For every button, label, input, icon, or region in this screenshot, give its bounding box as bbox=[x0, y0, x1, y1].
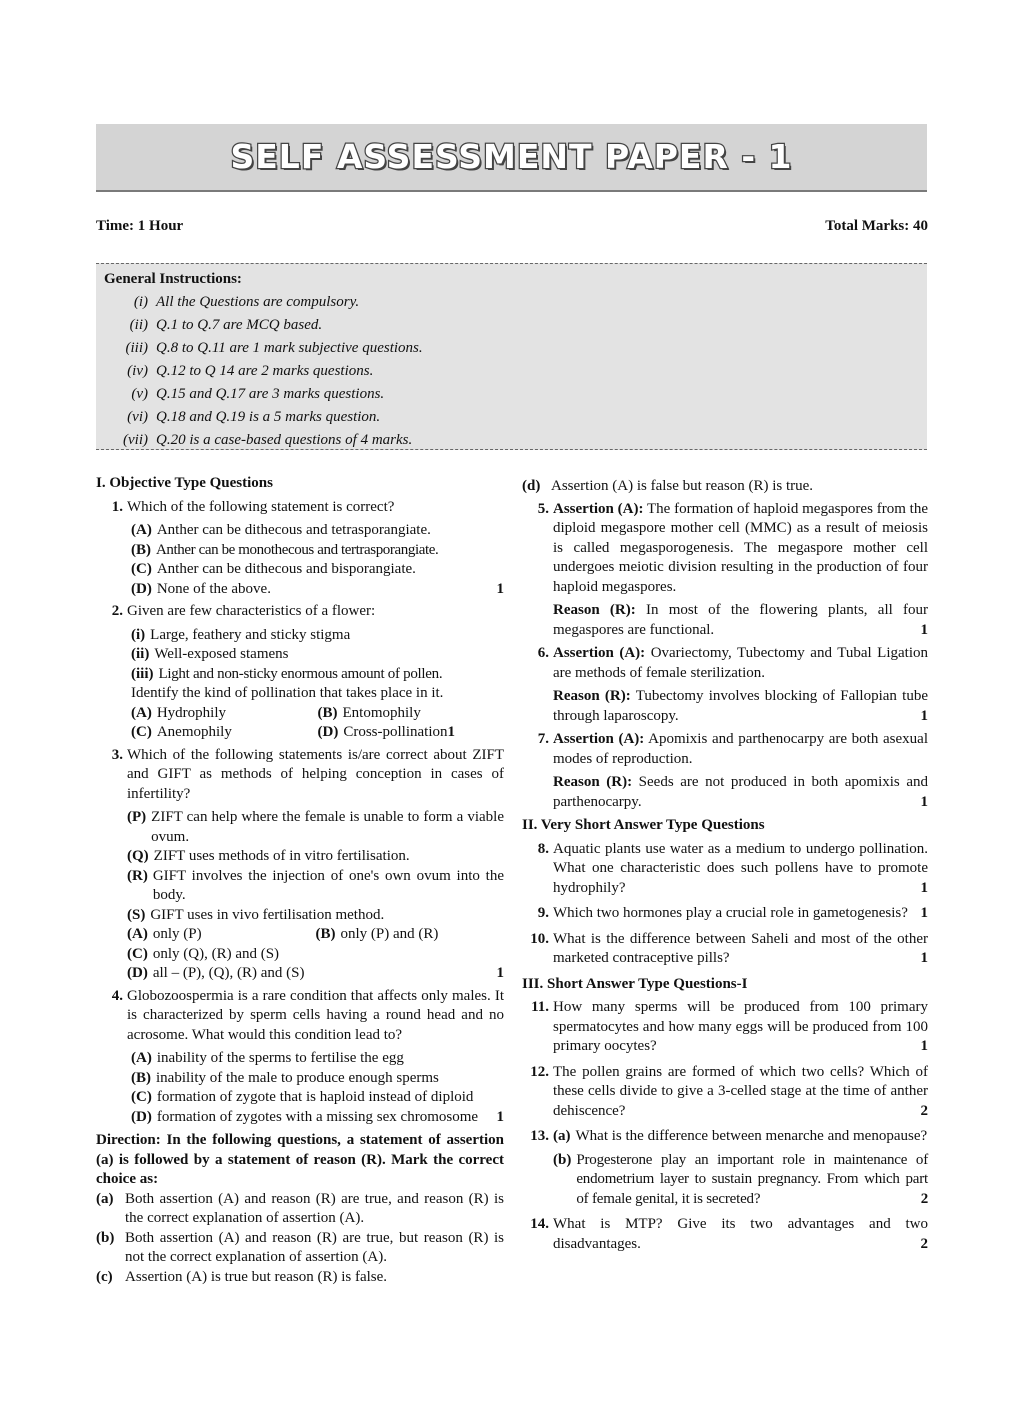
characteristic: (iii) Light and non-sticky enormous amount of pollen. bbox=[131, 665, 443, 682]
time-label: Time: 1 Hour bbox=[96, 218, 184, 234]
question-12: 12. The pollen grains are formed of which two cells? Which of these cells divide to give a 3-celled stage at the time of anther dehiscence? 2 bbox=[522, 1063, 928, 1122]
option: (D) all – (P), (Q), (R) and (S) 1 bbox=[127, 964, 504, 984]
option: (C) Anther can be dithecous and bisporangiate. bbox=[131, 561, 416, 577]
marks: 1 bbox=[447, 724, 455, 740]
direction-text: Direction: In the following questions, a statement of assertion (a) is followed by a statement of reason (R). Mark the correct choice as: bbox=[96, 1132, 504, 1187]
total-marks-label: Total Marks: 40 bbox=[825, 218, 928, 234]
option: (D) formation of zygotes with a missing sex chromosome 1 bbox=[131, 1108, 504, 1128]
direction-choice: (d) Assertion (A) is false but reason (R) is true. bbox=[522, 478, 814, 494]
sub-question: (a) What is the difference between menarche and menopause? bbox=[553, 1128, 928, 1144]
question-10: 10. What is the difference between Saheli and most of the other marketed contraceptive pills? 1 bbox=[522, 930, 928, 969]
question-text: Given are few characteristics of a flower: bbox=[127, 603, 376, 619]
statement: (P) ZIFT can help where the female is unable to form a viable ovum. bbox=[127, 809, 504, 845]
question-5: 5. Assertion (A): The formation of haploid megaspores from the diploid megaspore mother cell (MMC) as a result of meiosis is called megasporogenesis. The megaspore mother cell undergoes meiotic division resulting in the production of four haploid megaspores. Reason (R): In most of the flowering plants, all four megaspores are functional. 1 bbox=[522, 500, 928, 641]
section-heading-objective: I. Objective Type Questions bbox=[96, 475, 273, 491]
marks: 1 bbox=[920, 950, 928, 966]
instruction-item: (vi) Q.18 and Q.19 is a 5 marks question. bbox=[127, 408, 381, 425]
question-1: 1. Which of the following statement is correct? (A) Anther can be dithecous and tetrasporangiate. (B) Anther can be monothecous and tertrasporangiate. (C) Anther can be dithecous and bisporangiate. (D) None of the above. 1 bbox=[96, 498, 504, 600]
question-13: 13. (a) What is the difference between menarche and menopause? (b) Progesterone play an important role in maintenance of endometrium layer to sustain pregnancy. From which part of female genital, it is secreted? 2 bbox=[522, 1127, 928, 1209]
statement: (R) GIFT involves the injection of one's own ovum into the body. bbox=[127, 867, 504, 903]
marks: 1 bbox=[920, 905, 928, 921]
instruction-item: (iv) Q.12 to Q 14 are 2 marks questions. bbox=[127, 362, 374, 379]
option: (C) Anemophily bbox=[131, 724, 232, 740]
general-instructions-box bbox=[96, 263, 927, 450]
question-text: Which of the following statement is correct? bbox=[127, 498, 395, 515]
question-4: 4. Globozoospermia is a rare condition that affects only males. It is characterized by sperm cells having a round head and no acrosome. What would this condition lead to? (A) inability of the sperms to fertilise the egg (B) inability of the male to produce enough sperms (C) formation of zygote that is haploid instead of diploid (D) formation of zygotes with a missing sex chromosome 1 bbox=[96, 987, 504, 1128]
option: (A) Anther can be dithecous and tetrasporangiate. bbox=[131, 522, 431, 538]
identify-text: Identify the kind of pollination that takes place in it. bbox=[131, 685, 444, 701]
option: (A) only (P) bbox=[127, 926, 202, 942]
instruction-item: (vii) Q.20 is a case-based questions of 4 marks. bbox=[123, 431, 413, 448]
characteristic: (ii) Well-exposed stamens bbox=[131, 646, 289, 662]
option: (C) formation of zygote that is haploid instead of diploid bbox=[131, 1089, 474, 1105]
sub-question: (b) Progesterone play an important role in maintenance of endometrium layer to sustain pregnancy. From which part of female genital, it is secreted? 2 bbox=[553, 1151, 928, 1210]
direction-choice: (b) Both assertion (A) and reason (R) are true, but reason (R) is not the correct explanation of assertion (A). bbox=[96, 1229, 504, 1265]
direction-choice: (c) Assertion (A) is true but reason (R) is false. bbox=[96, 1268, 388, 1285]
direction-choice: (a) Both assertion (A) and reason (R) are true, and reason (R) is the correct explanation of assertion (A). bbox=[96, 1190, 504, 1226]
section-heading-very-short: II. Very Short Answer Type Questions bbox=[522, 817, 765, 833]
option: (A) Hydrophily bbox=[131, 704, 226, 721]
title-banner bbox=[96, 124, 927, 192]
marks: 1 bbox=[496, 965, 504, 981]
page-title: SELF ASSESSMENT PAPER - 1 bbox=[230, 137, 793, 177]
marks: 1 bbox=[920, 1038, 928, 1054]
question-text: Which of the following statements is/are correct about ZIFT and GIFT as methods of helping conception in cases of infertility? bbox=[127, 746, 504, 802]
option: (A) inability of the sperms to fertilise the egg bbox=[131, 1050, 404, 1066]
statement: (Q) ZIFT uses methods of in vitro fertilisation. bbox=[127, 848, 410, 864]
marks: 1 bbox=[920, 879, 928, 896]
left-column bbox=[96, 474, 504, 1287]
marks: 1 bbox=[496, 580, 504, 597]
option: (D) None of the above. 1 bbox=[131, 580, 504, 600]
marks: 2 bbox=[920, 1235, 928, 1252]
right-column bbox=[522, 474, 928, 1254]
instruction-item: (ii) Q.1 to Q.7 are MCQ based. bbox=[129, 316, 323, 333]
instructions-heading: General Instructions: bbox=[104, 271, 242, 287]
marks: 1 bbox=[920, 793, 928, 810]
marks: 1 bbox=[920, 707, 928, 724]
option: (B) only (P) and (R) bbox=[315, 926, 439, 942]
option: (C) only (Q), (R) and (S) bbox=[127, 945, 280, 962]
question-14: 14. What is MTP? Give its two advantages and two disadvantages. 2 bbox=[522, 1215, 928, 1254]
instruction-item: (iii) Q.8 to Q.11 are 1 mark subjective questions. bbox=[125, 339, 423, 356]
marks: 2 bbox=[920, 1102, 928, 1119]
instruction-item: (i) All the Questions are compulsory. bbox=[133, 293, 360, 310]
question-6: 6. Assertion (A): Ovariectomy, Tubectomy and Tubal Ligation are methods of female sterilization. Reason (R): Tubectomy involves blocking of Fallopian tube through laparoscopy. 1 bbox=[522, 644, 928, 726]
question-11: 11. How many sperms will be produced from 100 primary spermatocytes and how many eggs will be produced from 100 primary oocytes? 1 bbox=[522, 998, 928, 1057]
characteristic: (i) Large, feathery and sticky stigma bbox=[131, 626, 351, 643]
option: (B) inability of the male to produce enough sperms bbox=[131, 1069, 439, 1086]
option: (B) Entomophily bbox=[317, 704, 421, 721]
question-7: 7. Assertion (A): Apomixis and parthenocarpy are both asexual modes of reproduction. Reason (R): Seeds are not produced in both apomixis and parthenocarpy. 1 bbox=[522, 730, 928, 812]
option: (B) Anther can be monothecous and tertrasporangiate. bbox=[131, 541, 439, 558]
marks: 1 bbox=[496, 1108, 504, 1125]
question-8: 8. Aquatic plants use water as a medium to undergo pollination. What one characteristic does such pollens have to promote hydrophily? 1 bbox=[522, 840, 928, 899]
question-2: 2. Given are few characteristics of a flower: (i) Large, feathery and sticky stigma (ii) Well-exposed stamens (iii) Light and non-sticky enormous amount of pollen. Identify the kind of pollination that takes place in it. (A) Hydrophily (B) Entomophily (C) Anemophily (D) Cross-pollination 1 bbox=[96, 602, 504, 743]
instruction-item: (v) Q.15 and Q.17 are 3 marks questions. bbox=[131, 385, 385, 402]
marks: 1 bbox=[920, 621, 928, 638]
question-text: Globozoospermia is a rare condition that affects only males. It is characterized by sperm cells having a round head and no acrosome. What would this condition lead to? bbox=[127, 987, 504, 1043]
section-heading-short: III. Short Answer Type Questions-I bbox=[522, 975, 748, 992]
option: (D) Cross-pollination 1 bbox=[318, 723, 505, 743]
question-9: 9. Which two hormones play a crucial role in gametogenesis? 1 bbox=[522, 904, 928, 924]
question-3: 3. Which of the following statements is/are correct about ZIFT and GIFT as methods of helping conception in cases of infertility? (P) ZIFT can help where the female is unable to form a viable ovum. (Q) ZIFT uses methods of in vitro fertilisation. (R) GIFT involves the injection of one's own ovum into the body. (S) GIFT uses in vivo fertilisation method. (A) only (P) (B) only (P) and (R) (C) only (Q), (R) and (S) (D) all – (P), (Q), (R) and (S) 1 bbox=[96, 746, 504, 984]
statement: (S) GIFT uses in vivo fertilisation method. bbox=[127, 906, 385, 923]
marks: 2 bbox=[920, 1190, 928, 1207]
